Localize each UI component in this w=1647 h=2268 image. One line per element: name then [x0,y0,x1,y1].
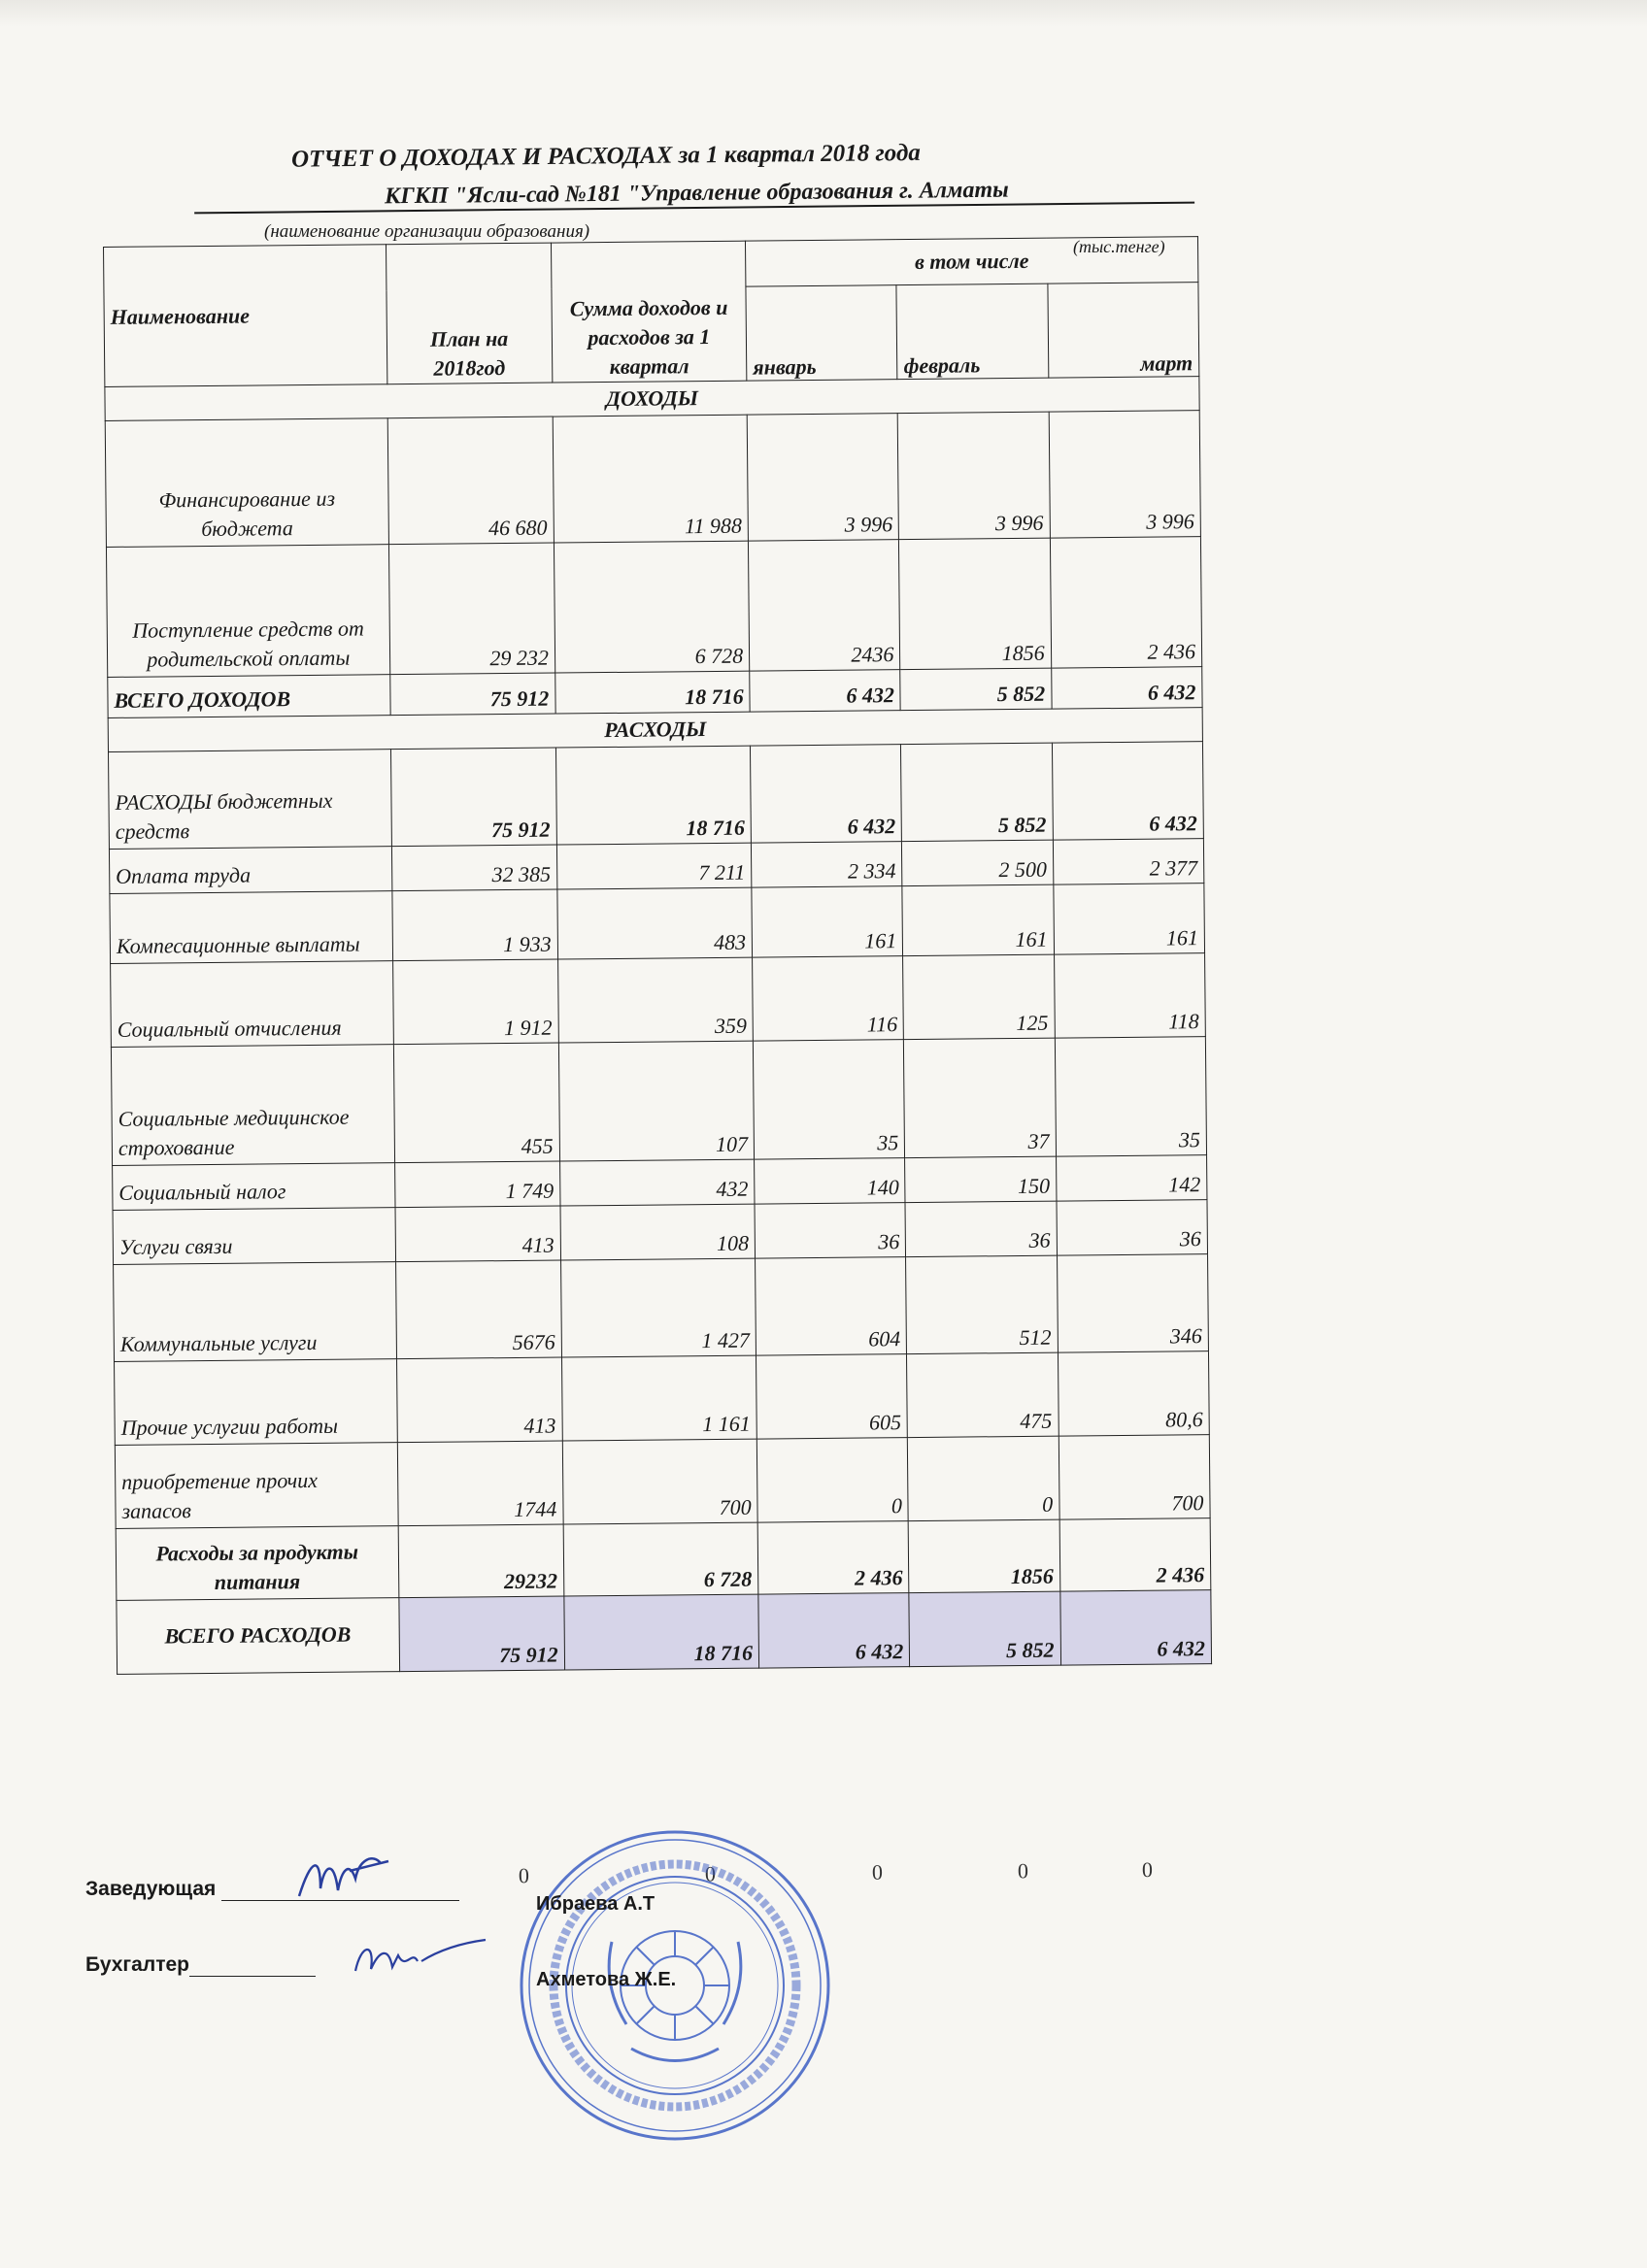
row-name: Расходы за продукты питания [116,1526,398,1601]
row-feb: 2 500 [902,840,1054,885]
table-row [105,411,1200,548]
accountant-signature-line [85,1953,316,1977]
row-jan: 605 [756,1354,908,1439]
row-jan: 604 [756,1257,907,1355]
table-row [114,1254,1209,1362]
check-zero: 0 [704,1861,717,1886]
row-jan: 2436 [749,540,901,671]
row-name: Компесационные выплаты [110,891,392,964]
row-name: РАСХОДЫ бюджетных средств [108,750,390,850]
row-sum: 7 211 [556,843,752,889]
row-name: Финансирование из бюджета [105,418,388,548]
check-zero: 0 [871,1859,884,1884]
row-sum: 18 716 [555,746,751,845]
total-mar: 6 432 [1060,1590,1212,1665]
row-sum: 1 161 [561,1355,756,1441]
accountant-signature [350,1932,495,1981]
total-sum: 18 716 [564,1594,759,1670]
row-plan: 5676 [395,1260,561,1359]
header-mar: март [1048,283,1199,378]
total-mar: 6 432 [1051,667,1202,709]
row-mar: 118 [1054,953,1205,1038]
accountant-name: Ахметова Ж.Е. [536,1969,677,1990]
table-row [111,953,1206,1048]
row-feb: 0 [908,1436,1059,1520]
total-jan: 6 432 [750,670,901,712]
row-feb: 161 [902,884,1054,955]
row-sum: 359 [557,957,753,1043]
row-plan: 32 385 [391,845,557,891]
row-plan: 1 749 [394,1161,560,1208]
row-feb: 1856 [909,1519,1060,1592]
row-sum: 11 988 [553,415,749,543]
row-plan: 455 [393,1043,559,1163]
units-label: (тыс.тенге) [1073,237,1165,256]
row-jan: 140 [755,1158,906,1204]
organization-hint: (наименование организации образования) [264,221,590,242]
check-zero: 0 [1017,1858,1029,1884]
organization-name: КГКП "Ясли-сад №181 "Управление образования г. Алматы [194,176,1194,215]
row-jan: 161 [752,886,903,957]
total-plan: 75 912 [398,1596,564,1672]
row-feb: 36 [905,1201,1057,1256]
row-mar: 6 432 [1052,742,1203,840]
total-name: ВСЕГО РАСХОДОВ [117,1598,399,1675]
row-feb: 37 [904,1038,1056,1157]
scan-edge [0,0,1647,27]
row-name: Прочие услугии работы [115,1359,397,1446]
row-name: Оплата труда [109,847,391,894]
row-sum: 432 [559,1159,755,1206]
table-row [108,742,1203,850]
row-sum: 6 728 [554,541,750,673]
row-jan: 116 [753,956,904,1041]
row-sum: 483 [557,887,753,959]
accountant-label: Бухгалтер [85,1953,189,1976]
row-plan: 46 680 [387,417,555,545]
row-jan: 0 [756,1438,908,1522]
row-name: Социальный отчисления [111,961,393,1048]
row-jan: 3 996 [747,414,899,541]
total-feb: 5 852 [900,668,1052,710]
row-mar: 2 377 [1053,839,1204,884]
row-plan: 413 [395,1206,561,1262]
header-feb: февраль [896,284,1048,379]
row-plan: 75 912 [390,748,556,847]
row-sum: 700 [562,1439,757,1524]
row-mar: 36 [1057,1200,1208,1255]
row-name: Услуги связи [113,1208,395,1265]
row-sum: 107 [558,1041,755,1161]
row-plan: 29232 [398,1524,564,1598]
table-row [106,537,1201,678]
row-mar: 161 [1054,884,1205,954]
table-row [115,1351,1210,1446]
head-name: Ибраева А.Т [536,1893,655,1915]
row-feb: 5 852 [901,743,1053,841]
row-jan: 35 [754,1040,905,1159]
table-row [111,1037,1206,1166]
row-mar: 2 436 [1050,537,1202,668]
row-plan: 1 912 [392,959,558,1045]
table-row [115,1435,1210,1529]
row-feb: 150 [905,1156,1057,1202]
table-row [116,1518,1211,1601]
row-jan: 36 [755,1203,906,1258]
check-zero: 0 [518,1863,530,1888]
total-sum: 18 716 [555,671,751,714]
signature-blank [221,1900,459,1901]
row-plan: 1 933 [391,889,557,961]
check-zero: 0 [1141,1857,1154,1883]
row-mar: 142 [1056,1155,1207,1201]
row-feb: 512 [906,1255,1058,1353]
section-income: ДОХОДЫ [105,377,1199,421]
header-group: в том числе [746,237,1198,286]
expense-total-row [117,1590,1212,1675]
section-expense: РАСХОДЫ [108,708,1202,752]
row-feb: 475 [907,1352,1059,1437]
total-feb: 5 852 [909,1591,1060,1666]
total-name: ВСЕГО ДОХОДОВ [108,675,390,718]
row-feb: 1856 [899,538,1052,669]
row-mar: 700 [1059,1435,1210,1519]
total-plan: 75 912 [389,673,555,716]
row-jan: 6 432 [751,745,902,843]
total-jan: 6 432 [758,1593,910,1668]
row-feb: 125 [903,954,1055,1039]
row-jan: 2 334 [752,842,903,887]
header-sum: Сумма доходов и расходов за 1 квартал [551,241,747,383]
report-title: ОТЧЕТ О ДОХОДАХ И РАСХОДАХ за 1 квартал 2018 года [290,139,921,173]
row-name: Социальный налог [113,1163,395,1211]
head-label: Заведующая [85,1878,217,1900]
row-name: приобретение прочих запасов [115,1443,397,1529]
row-feb: 3 996 [898,412,1051,539]
row-plan: 1744 [397,1441,563,1526]
row-sum: 6 728 [563,1522,758,1596]
header-name: Наименование [104,245,387,387]
row-name: Коммунальные услуги [114,1262,396,1362]
row-plan: 29 232 [388,543,555,675]
head-signature-line [85,1878,459,1901]
row-mar: 80,6 [1058,1351,1209,1436]
row-name: Поступление средств от родительской оплаты [106,545,389,678]
row-sum: 108 [560,1204,756,1260]
header-plan: План на 2018год [386,243,553,384]
table-row [110,884,1205,964]
row-mar: 2 436 [1059,1518,1211,1591]
signature-blank [189,1976,316,1977]
row-name: Социальные медицинское строхование [111,1045,394,1166]
row-sum: 1 427 [560,1258,756,1357]
row-mar: 346 [1057,1254,1208,1352]
row-mar: 3 996 [1049,411,1201,538]
report-table [103,236,1212,1675]
row-mar: 35 [1055,1037,1206,1156]
header-jan: январь [746,285,897,381]
row-jan: 2 436 [757,1521,909,1594]
row-plan: 413 [396,1357,562,1443]
